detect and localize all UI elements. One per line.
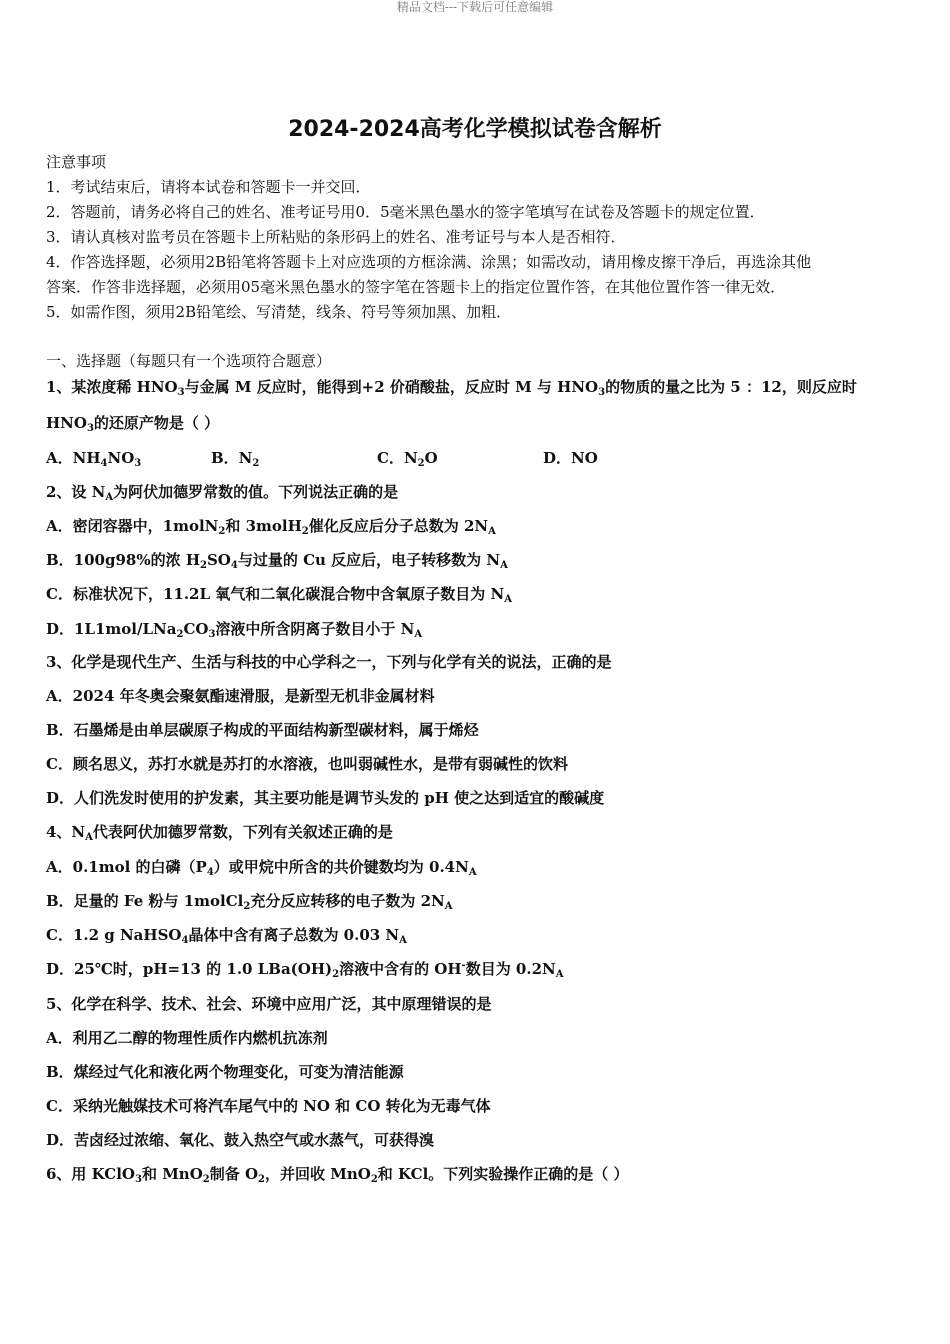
q1-stem-line1: 1、某浓度稀 $HNO_3$与金属 M 反应时，能得到+2 价硝酸盐，反应时 M 与 $HNO_3$的物质的量之比为 5 ：12，则反应时 <box>46 378 857 398</box>
q5-option-c: C．采纳光触媒技术可将汽车尾气中的 NO 和 CO 转化为无毒气体 <box>46 1097 491 1115</box>
q4-option-d: D．25℃时，pH=13 的 1.0 $LBa(OH)_2$溶液中含有的 OH-数目为 $0.2N_A$ <box>46 960 564 980</box>
q6-stem: 6、用 KClO$_3$和 MnO$_2$制备 $O_2$，并回收 MnO$_2$和 KCl。下列实验操作正确的是（ ） <box>46 1165 629 1185</box>
q2-option-c: C．标准状况下，11.2L 氧气和二氧化碳混合物中含氧原子数目为 $N_A$ <box>46 585 512 605</box>
notice-heading: 注意事项 <box>46 153 107 171</box>
notice-item: 5．如需作图，须用2B铅笔绘、写清楚，线条、符号等须加黑、加粗． <box>46 303 512 321</box>
q1-option-d: D．NO <box>543 449 598 467</box>
notice-block <box>46 150 906 325</box>
q2-stem: 2、设 $N_A$为阿伏加德罗常数的值。下列说法正确的是 <box>46 483 399 503</box>
q3-option-d: D．人们洗发时使用的护发素，其主要功能是调节头发的 pH 使之达到适宜的酸碱度 <box>46 789 605 807</box>
notice-item: 1．考试结束后，请将本试卷和答题卡一并交回． <box>46 178 371 196</box>
q5-stem: 5、化学在科学、技术、社会、环境中应用广泛，其中原理错误的是 <box>46 995 492 1013</box>
notice-item: 答案．作答非选择题，必须用05毫米黑色墨水的签字笔在答题卡上的指定位置作答，在其他位置作答一律无效． <box>46 278 786 296</box>
page-title: 2024-2024高考化学模拟试卷含解析 <box>288 117 662 142</box>
q4-stem: 4、$N_A$代表阿伏加德罗常数，下列有关叙述正确的是 <box>46 823 393 843</box>
q5-option-a: A．利用乙二醇的物理性质作内燃机抗冻剂 <box>46 1029 328 1047</box>
q4-option-c: C．1.2 g NaHSO$_4$晶体中含有离子总数为 0.03 $N_A$ <box>46 926 407 946</box>
q2-option-d: D．$1L1mol/LNa_2CO_3$溶液中所含阴离子数目小于 $N_A$ <box>46 620 423 640</box>
q3-option-b: B．石墨烯是由单层碳原子构成的平面结构新型碳材料，属于烯烃 <box>46 721 479 739</box>
q4-option-b: B．足量的 Fe 粉与 1molCl$_2$充分反应转移的电子数为 $2N_A$ <box>46 892 453 912</box>
notice-item: 3．请认真核对监考员在答题卡上所粘贴的条形码上的姓名、准考证号与本人是否相符． <box>46 228 626 246</box>
q1-option-c: C．$N_2O$ <box>377 449 438 469</box>
q3-option-a: A．2024 年冬奥会聚氨酯速滑服，是新型无机非金属材料 <box>46 687 435 705</box>
q5-option-d: D．苦卤经过浓缩、氧化、鼓入热空气或水蒸气，可获得溴 <box>46 1131 435 1149</box>
section-heading: 一、选择题（每题只有一个选项符合题意） <box>46 352 332 370</box>
notice-item: 4．作答选择题，必须用2B铅笔将答题卡上对应选项的方框涂满、涂黑；如需改动，请用橡皮擦干净后，再选涂其他 <box>46 253 812 271</box>
q1-option-a: A．$NH_4NO_3$ <box>46 449 142 469</box>
notice-item: 2．答题前，请务必将自己的姓名、准考证号用0．5毫米黑色墨水的签字笔填写在试卷及答题卡的规定位置． <box>46 203 765 221</box>
q2-option-b: B．100g98%的浓 $H_2SO_4$与过量的 Cu 反应后，电子转移数为 $N_A$ <box>46 551 508 571</box>
q4-option-a: A．0.1mol 的白磷$(P_4)$或甲烷中所含的共价键数均为 $0.4N_A$ <box>46 858 477 878</box>
page-header: 精品文档---下载后可任意编辑 <box>396 0 554 14</box>
q1-stem-line2: $HNO_3$的还原产物是（ ） <box>46 414 220 434</box>
q3-stem: 3、化学是现代生产、生活与科技的中心学科之一，下列与化学有关的说法，正确的是 <box>46 653 612 671</box>
q1-option-b: B．$N_2$ <box>211 449 260 469</box>
q2-option-a: A．密闭容器中，1molN$_2$和 3molH$_2$催化反应后分子总数为 $2N_A$ <box>46 517 496 537</box>
q3-option-c: C．顾名思义，苏打水就是苏打的水溶液，也叫弱碱性水，是带有弱碱性的饮料 <box>46 755 568 773</box>
q5-option-b: B．煤经过气化和液化两个物理变化，可变为清洁能源 <box>46 1063 404 1081</box>
